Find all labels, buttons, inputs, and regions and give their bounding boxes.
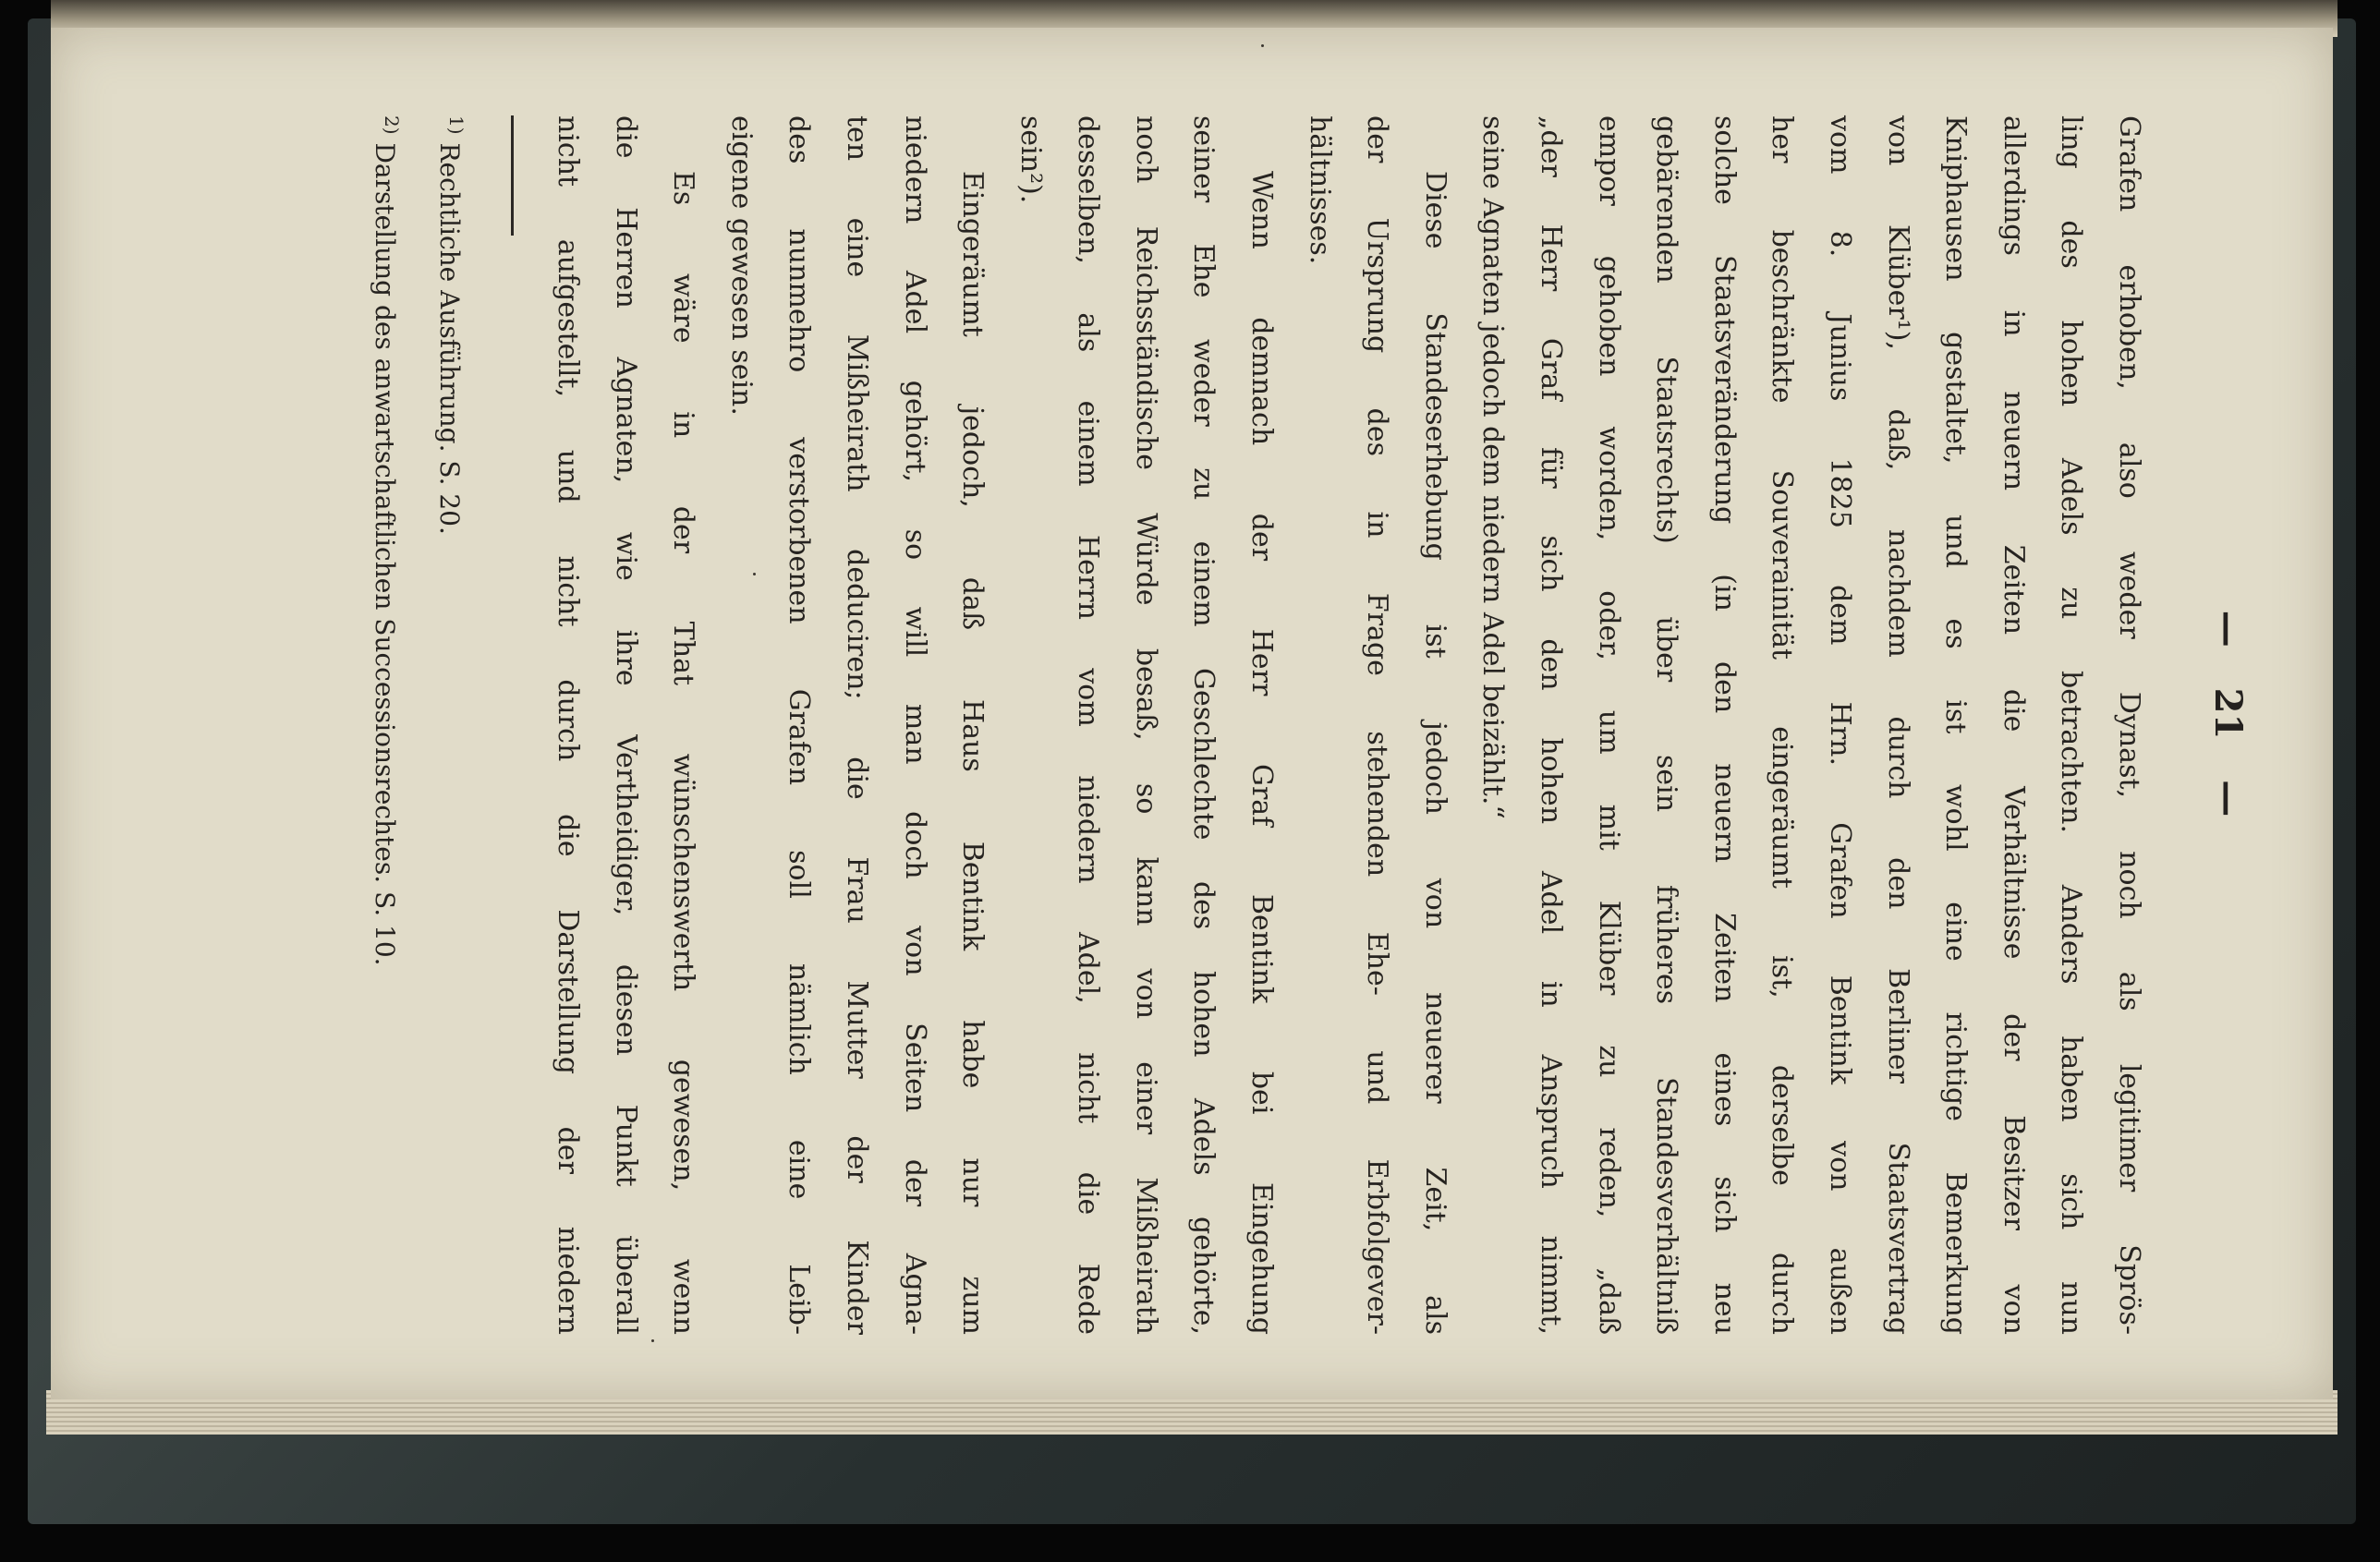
text-line: gebärenden Staatsrechts) über sein früheres Standesverhältniß [1650, 115, 1683, 1335]
book-page [51, 28, 2333, 1399]
text-line: von Klüber¹), daß, nachdem durch den Berliner Staatsvertrag [1881, 115, 1914, 1335]
text-line: Diese Standeserhebung ist jedoch von neuerer Zeit, als [1418, 171, 1451, 1335]
text-line: noch Reichsständische Würde besaß, so kann von einer Mißheirath [1129, 115, 1162, 1335]
paper-speck [753, 573, 756, 575]
text-line: eigene gewesen sein. [724, 115, 758, 416]
text-line: sein²). [1014, 115, 1047, 204]
text-line: nicht aufgestellt, und nicht durch die Darstellung der niedern [551, 115, 584, 1335]
footnote-mark: 2) [381, 115, 404, 135]
header-dash-left: — [2206, 610, 2250, 648]
text-line: hältnisses. [1303, 115, 1336, 265]
text-line: Eingeräumt jedoch, daß Haus Bentink habe nur zum [956, 171, 990, 1335]
page-number: 21 [2206, 687, 2250, 740]
text-line: Wenn demnach der Herr Graf Bentink bei Eingehung [1245, 171, 1279, 1335]
footnote-text: Rechtliche Ausführung. S. 20. [434, 142, 466, 535]
footnote [356, 115, 420, 1335]
text-line: die Herren Agnaten, wie ihre Vertheidiger, diesen Punkt überall [609, 115, 642, 1335]
text-line: seiner Ehe weder zu einem Geschlechte des hohen Adels gehörte, [1187, 115, 1220, 1335]
footnote [420, 115, 485, 1335]
footnote-rule [511, 115, 514, 236]
text-line: Es wäre in der That wünschenswerth gewesen, wenn [667, 171, 700, 1335]
text-line: seine Agnaten jedoch dem niedern Adel beizählt.“ [1476, 115, 1510, 819]
text-line: des nunmehro verstorbenen Grafen soll nämlich eine Leib- [783, 115, 816, 1335]
text-line: desselben, als einem Herrn vom niedern Adel, nicht die Rede [1072, 115, 1105, 1335]
text-line: Kniphausen gestaltet, und es ist wohl eine richtige Bemerkung [1939, 115, 1973, 1335]
page-body [356, 115, 2157, 1335]
paper-speck [651, 1339, 654, 1342]
text-line: ling des hohen Adels zu betrachten. Anders haben sich nun [2055, 115, 2088, 1335]
text-line: „der Herr Graf für sich den hohen Adel in Anspruch nimmt, [1535, 115, 1568, 1335]
text-line: der Ursprung des in Frage stehenden Ehe- und Erbfolgever- [1361, 115, 1394, 1335]
rotated-page-content [51, 28, 2333, 1399]
footnote-text: Darstellung des anwartschaftlichen Successionsrechtes. S. 10. [370, 142, 401, 966]
text-line: allerdings in neuern Zeiten die Verhältnisse der Besitzer von [1997, 115, 2030, 1335]
header-dash-right: — [2206, 780, 2250, 817]
text-line: her beschränkte Souverainität eingeräumt ist, derselbe durch [1766, 115, 1799, 1335]
text-line: solche Staatsveränderung (in den neuern Zeiten eines sich neu [1707, 115, 1741, 1335]
paper-speck [1261, 44, 1264, 47]
text-line: niedern Adel gehört, so will man doch von Seiten der Agna- [898, 115, 931, 1335]
text-line: vom 8. Junius 1825 dem Hrn. Grafen Bentink von außen [1824, 115, 1857, 1335]
footnote-mark: 1) [445, 115, 468, 135]
text-line: Grafen erhoben, also weder Dynast, noch als legitimer Sprös- [2113, 115, 2145, 1335]
text-line: ten eine Mißheirath deduciren; die Frau Mutter der Kinder [840, 115, 873, 1335]
text-line: empor gehoben worden, oder, um mit Klüber zu reden, „daß [1592, 115, 1625, 1335]
page-header [2206, 28, 2250, 1399]
